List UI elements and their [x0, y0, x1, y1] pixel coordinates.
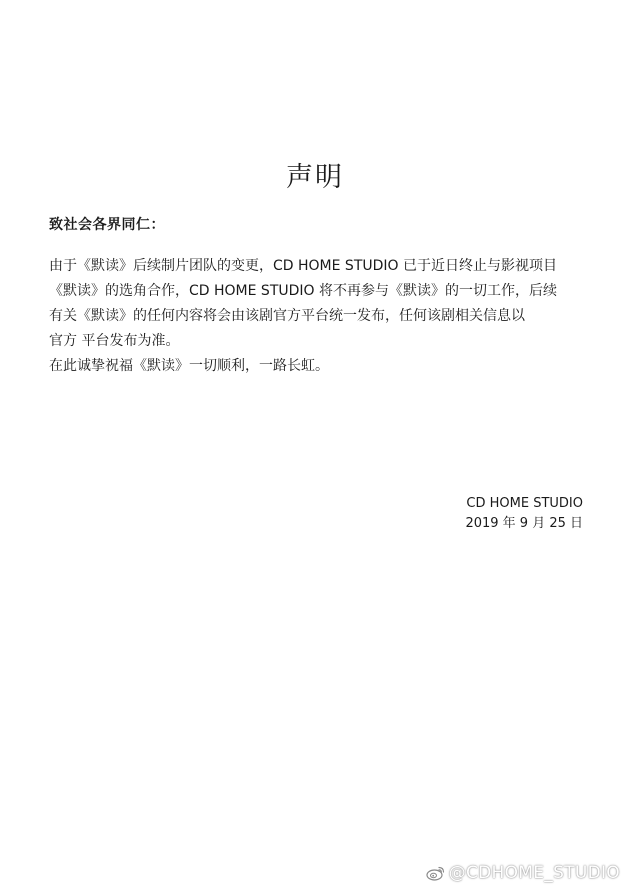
signature-date: 2019 年 9 月 25 日: [465, 516, 583, 531]
signature-name: CD HOME STUDIO: [466, 496, 583, 511]
signature-block: [465, 494, 583, 534]
weibo-icon: [426, 865, 446, 881]
paragraph-2-line: 在此诚挚祝福《默读》一切顺利，一路长虹。: [49, 358, 329, 374]
salutation: 致社会各界同仁：: [49, 217, 165, 233]
paragraph-2: [49, 354, 589, 379]
paragraph-1-line: 由于《默读》后续制片团队的变更，CD HOME STUDIO 已于近日终止与影视项目: [49, 258, 557, 274]
paragraph-1-line: 《默读》的选角合作，CD HOME STUDIO 将不再参与《默读》的一切工作，后续: [49, 283, 557, 299]
paragraph-1-line: 官方 平台发布为准。: [49, 333, 180, 349]
paragraph-1: [49, 254, 589, 354]
document-title: 声明: [286, 162, 344, 193]
paragraph-1-line: 有关《默读》的任何内容将会由该剧官方平台统一发布，任何该剧相关信息以: [49, 308, 525, 324]
watermark-text: @CDHOME_STUDIO: [448, 863, 620, 883]
weibo-watermark: [426, 863, 620, 883]
